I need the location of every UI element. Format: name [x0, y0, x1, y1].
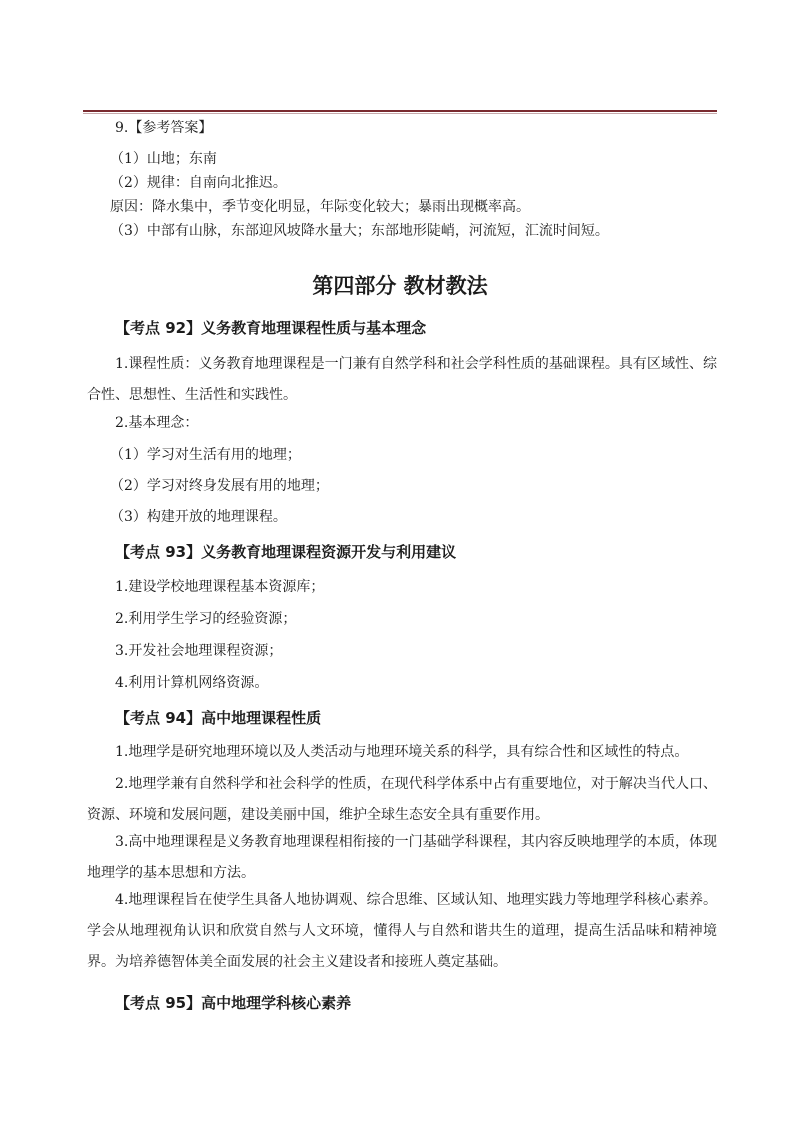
header-rule-thin [83, 113, 717, 114]
kd93-line-2: 2.利用学生学习的经验资源； [115, 611, 297, 627]
section-heading-93: 【考点 93】义务教育地理课程资源开发与利用建议 [115, 543, 457, 561]
section-heading-95: 【考点 95】高中地理学科核心素养 [115, 994, 352, 1012]
kd94-paragraph-1: 1.地理学是研究地理环境以及人类活动与地理环境关系的科学，具有综合性和区域性的特点。 [115, 744, 689, 760]
kd94-paragraph-4: 4.地理课程旨在使学生具备人地协调观、综合思维、区域认知、地理实践力等地理学科核心素养。学会从地理视角认识和欣赏自然与人文环境，懂得人与自然和谐共生的道理，提高生活品味和精神境界。为培养德智体美全面发展的社会主义建设者和接班人奠定基础。 [87, 892, 717, 970]
kd93-line-4: 4.利用计算机网络资源。 [115, 675, 269, 691]
kd92-line-5: （3）构建开放的地理课程。 [110, 509, 287, 525]
part-title: 第四部分 教材教法 [312, 274, 488, 298]
kd93-line-1: 1.建设学校地理课程基本资源库； [115, 579, 325, 595]
kd92-line-4: （2）学习对终身发展有用的地理； [110, 478, 329, 494]
section-heading-94: 【考点 94】高中地理课程性质 [115, 709, 322, 727]
answer-heading: 9.【参考答案】 [115, 120, 213, 136]
kd94-paragraph-2: 2.地理学兼有自然科学和社会科学的性质，在现代科学体系中占有重要地位，对于解决当代人口、资源、环境和发展问题，建设美丽中国，维护全球生态安全具有重要作用。 [87, 776, 717, 823]
kd94-paragraph-3: 3.高中地理课程是义务教育地理课程相衔接的一门基础学科课程，其内容反映地理学的本质，体现地理学的基本思想和方法。 [87, 834, 717, 881]
section-heading-92: 【考点 92】义务教育地理课程性质与基本理念 [115, 319, 427, 337]
kd93-line-3: 3.开发社会地理课程资源； [115, 643, 283, 659]
answer-line-3: 原因：降水集中，季节变化明显，年际变化较大；暴雨出现概率高。 [110, 199, 530, 215]
kd92-line-2: 2.基本理念： [115, 415, 199, 431]
answer-line-2: （2）规律：自南向北推迟。 [110, 175, 287, 191]
header-rule [83, 110, 717, 112]
kd92-paragraph-1: 1.课程性质：义务教育地理课程是一门兼有自然学科和社会学科性质的基础课程。具有区域性、综合性、思想性、生活性和实践性。 [87, 356, 717, 403]
kd92-line-3: （1）学习对生活有用的地理； [110, 447, 301, 463]
answer-line-4: （3）中部有山脉，东部迎风坡降水量大；东部地形陡峭，河流短，汇流时间短。 [110, 223, 609, 239]
answer-line-1: （1）山地；东南 [110, 151, 217, 167]
